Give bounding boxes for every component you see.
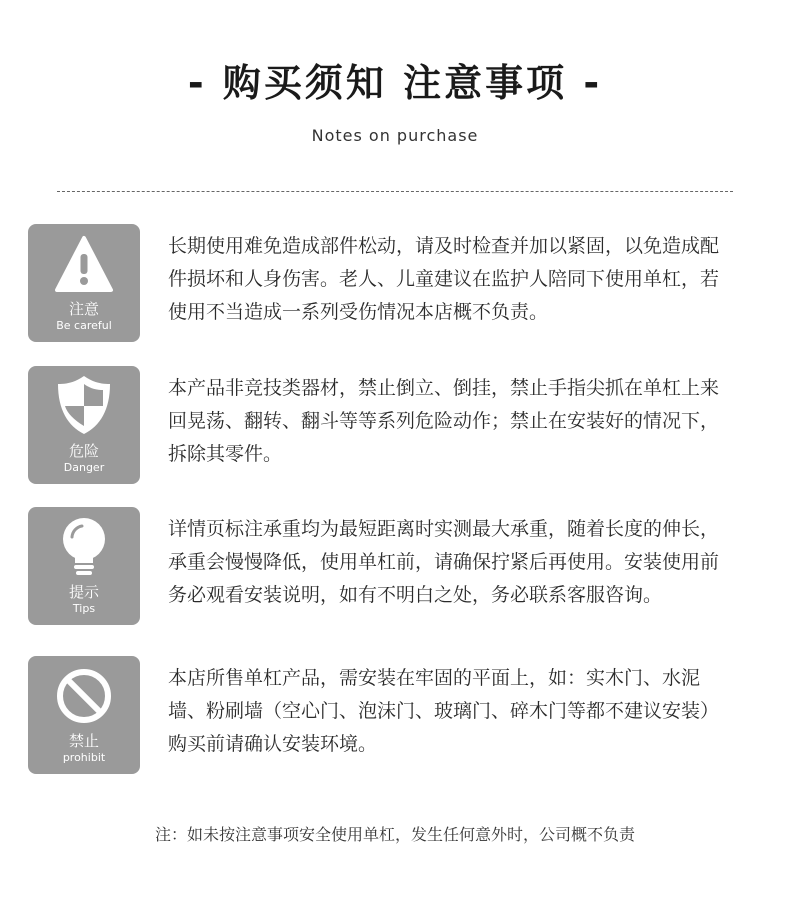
shield-icon [54,372,114,438]
badge-label-cn: 注意 [68,300,99,318]
badge-careful [28,224,140,342]
lightbulb-icon [54,513,114,579]
warning-triangle-icon [54,230,114,296]
footer-note: 注：如未按注意事项安全使用单杠，发生任何意外时，公司概不负责 [154,825,635,844]
dashed-divider [57,191,733,192]
page-title: - 购买须知 注意事项 - [187,61,603,105]
badge-danger [28,366,140,484]
badge-prohibit [28,656,140,774]
notice-text: 本店所售单杠产品，需安装在牢固的平面上，如：实木门、水泥墙、粉刷墙（空心门、泡沫门、玻璃门、碎木门等都不建议安装）购买前请确认安装环境。 [168,667,720,755]
notice-text: 详情页标注承重均为最短距离时实测最大承重，随着长度的伸长，承重会慢慢降低，使用单杠前，请确保拧紧后再使用。安装使用前务必观看安装说明，如有不明白之处，务必联系客服咨询。 [168,518,720,606]
badge-tips [28,507,140,625]
badge-label-cn: 提示 [68,583,99,601]
notice-text: 本产品非竞技类器材，禁止倒立、倒挂，禁止手指尖抓在单杠上来回晃荡、翻转、翻斗等等系列危险动作；禁止在安装好的情况下，拆除其零件。 [168,377,720,465]
prohibit-icon [54,662,114,728]
page-subtitle: Notes on purchase [311,126,479,145]
badge-label-cn: 禁止 [68,732,99,750]
notice-text: 长期使用难免造成部件松动，请及时检查并加以紧固，以免造成配件损坏和人身伤害。老人、儿童建议在监护人陪同下使用单杠，若使用不当造成一系列受伤情况本店概不负责。 [168,235,720,323]
badge-label-en: Be careful [56,319,112,332]
badge-label-en: Tips [72,602,96,615]
badge-label-en: prohibit [62,751,106,764]
badge-label-cn: 危险 [68,442,99,460]
badge-label-en: Danger [63,461,105,474]
